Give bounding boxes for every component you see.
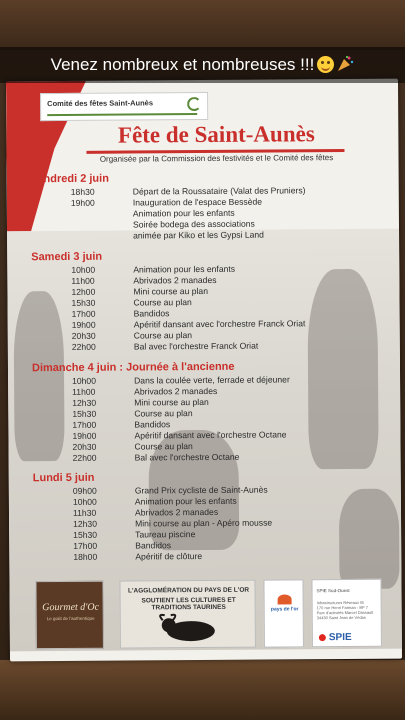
entry-time: 18h30 bbox=[70, 186, 95, 197]
entry-time: 12h30 bbox=[72, 397, 97, 408]
committee-logo bbox=[40, 92, 208, 121]
entry-desc: Course au plan bbox=[133, 330, 193, 341]
day-heading: Dimanche 4 juin : Journée à l'ancienne bbox=[31, 360, 235, 375]
poster-subtitle: Organisée par la Commission des festivités et le Comité des fêtes bbox=[99, 153, 334, 164]
entry-time: 10h00 bbox=[71, 264, 96, 275]
logo-underline bbox=[47, 113, 197, 116]
smiling-face-icon bbox=[317, 56, 334, 73]
committee-logo-text: Comité des fêtes Saint-Aunès bbox=[47, 98, 154, 109]
entry-desc: Course au plan bbox=[133, 297, 192, 308]
entry-desc: Apéritif dansant avec l'orchestre Franck Oriat bbox=[133, 318, 306, 330]
entry-time: 11h30 bbox=[72, 507, 97, 518]
entry-desc: Mini course au plan - Apéro mousse bbox=[135, 517, 273, 529]
entry-desc: Grand Prix cycliste de Saint-Aunès bbox=[134, 484, 268, 496]
entry-time: 15h30 bbox=[71, 297, 96, 308]
sponsor-spie bbox=[311, 579, 381, 647]
entry-desc: Inauguration de l'espace Bessède bbox=[132, 196, 263, 208]
snap-caption-bar bbox=[0, 47, 405, 83]
schedule-entry bbox=[49, 451, 369, 464]
entry-time: 18h00 bbox=[73, 551, 98, 562]
entry-time: 11h00 bbox=[71, 275, 95, 286]
entry-desc: Taureau piscine bbox=[135, 529, 196, 540]
bull-icon bbox=[155, 611, 223, 643]
entry-desc: Apéritif de clôture bbox=[135, 551, 203, 562]
sponsor-line-2: SOUTIENT LES CULTURES ET TRADITIONS TAURINES bbox=[141, 596, 236, 612]
entry-desc: Bandidos bbox=[135, 540, 172, 551]
poster-title: Fête de Saint-Aunès bbox=[117, 121, 315, 148]
entry-time: 20h30 bbox=[72, 441, 97, 452]
schedule-entry bbox=[47, 229, 367, 242]
spie-logo: SPIE bbox=[328, 631, 352, 644]
entry-time: 19h00 bbox=[70, 197, 95, 208]
entry-desc: Soirée bodega des associations bbox=[132, 218, 255, 230]
entry-desc: Course au plan bbox=[134, 408, 193, 419]
entry-desc: Dans la coulée verte, ferrade et déjeuner bbox=[134, 374, 290, 386]
sponsor-address: Infrastructures Réseaux IE 170 rue Henri Farman - BP 7 Parc d'activités Marcel Dassault 34430 Saint Jean de Védas bbox=[316, 599, 374, 621]
wooden-board-top bbox=[0, 0, 405, 50]
entry-desc: Mini course au plan bbox=[133, 285, 209, 297]
entry-desc: Départ de la Roussataire (Valat des Pruniers) bbox=[132, 185, 306, 197]
entry-desc: Animation pour les enfants bbox=[133, 263, 236, 275]
entry-desc: Abrivados 2 manades bbox=[133, 274, 217, 286]
sponsor-gourmet-doc bbox=[35, 581, 103, 649]
entry-desc: Abrivados 2 manades bbox=[134, 506, 219, 518]
entry-desc: Animation pour les enfants bbox=[134, 495, 237, 507]
sponsor-name: pays de l'or bbox=[270, 606, 299, 613]
entry-time: 12h00 bbox=[71, 286, 96, 297]
day-heading: Samedi 3 juin bbox=[31, 250, 103, 264]
entry-desc: Animation pour les enfants bbox=[132, 207, 235, 219]
schedule-entry bbox=[49, 550, 369, 563]
day-heading: Vendredi 2 juin bbox=[30, 172, 109, 186]
entry-desc: Bal avec l'orchestre Franck Oriat bbox=[133, 340, 259, 352]
sponsor-pays-de-lor bbox=[263, 579, 303, 647]
entry-time: 17h00 bbox=[71, 308, 96, 319]
sponsor-agglomeration bbox=[119, 580, 255, 649]
day-heading: Lundi 5 juin bbox=[32, 471, 95, 485]
entry-time: 09h00 bbox=[72, 485, 97, 496]
caption-text: Venez nombreux et nombreuses !!! bbox=[50, 55, 315, 74]
entry-desc: Apéritif dansant avec l'orchestre Octane bbox=[134, 429, 287, 441]
entry-time: 10h00 bbox=[72, 375, 97, 386]
entry-desc: Bandidos bbox=[133, 308, 170, 319]
sponsor-name: Gourmet d'Oc bbox=[42, 601, 100, 614]
entry-desc: Course au plan bbox=[134, 441, 193, 452]
wooden-board-bottom bbox=[0, 660, 405, 720]
entry-desc: Abrivados 2 manades bbox=[134, 385, 218, 397]
sponsor-header: SPIE Sud-Ouest bbox=[316, 587, 350, 594]
entry-time: 17h00 bbox=[72, 419, 97, 430]
entry-time: 15h30 bbox=[72, 408, 97, 419]
entry-time: 11h00 bbox=[72, 386, 96, 397]
entry-time: 19h00 bbox=[71, 319, 96, 330]
festival-poster bbox=[6, 79, 402, 662]
swirl-icon bbox=[187, 97, 201, 111]
entry-desc: Mini course au plan bbox=[134, 396, 209, 408]
sponsor-tagline: Le goût de l'authentique bbox=[46, 615, 95, 622]
entry-time: 12h30 bbox=[73, 518, 98, 529]
pays-de-lor-logo-icon bbox=[278, 594, 292, 604]
entry-desc: Bal avec l'orchestre Octane bbox=[134, 451, 240, 463]
party-popper-icon bbox=[336, 55, 354, 73]
entry-time: 22h00 bbox=[71, 341, 96, 352]
entry-time: 10h00 bbox=[72, 496, 97, 507]
sponsor-line-1: L'AGGLOMÉRATION DU PAYS DE L'OR bbox=[127, 586, 250, 595]
entry-desc: Bandidos bbox=[134, 419, 171, 430]
entry-time: 22h00 bbox=[72, 452, 97, 463]
entry-time: 17h00 bbox=[73, 540, 98, 551]
entry-time: 20h30 bbox=[71, 330, 96, 341]
schedule-entry bbox=[48, 340, 368, 353]
entry-desc: animée par Kiko et les Gypsi Land bbox=[133, 229, 264, 241]
entry-time: 15h30 bbox=[73, 529, 98, 540]
entry-time: 19h00 bbox=[72, 430, 97, 441]
